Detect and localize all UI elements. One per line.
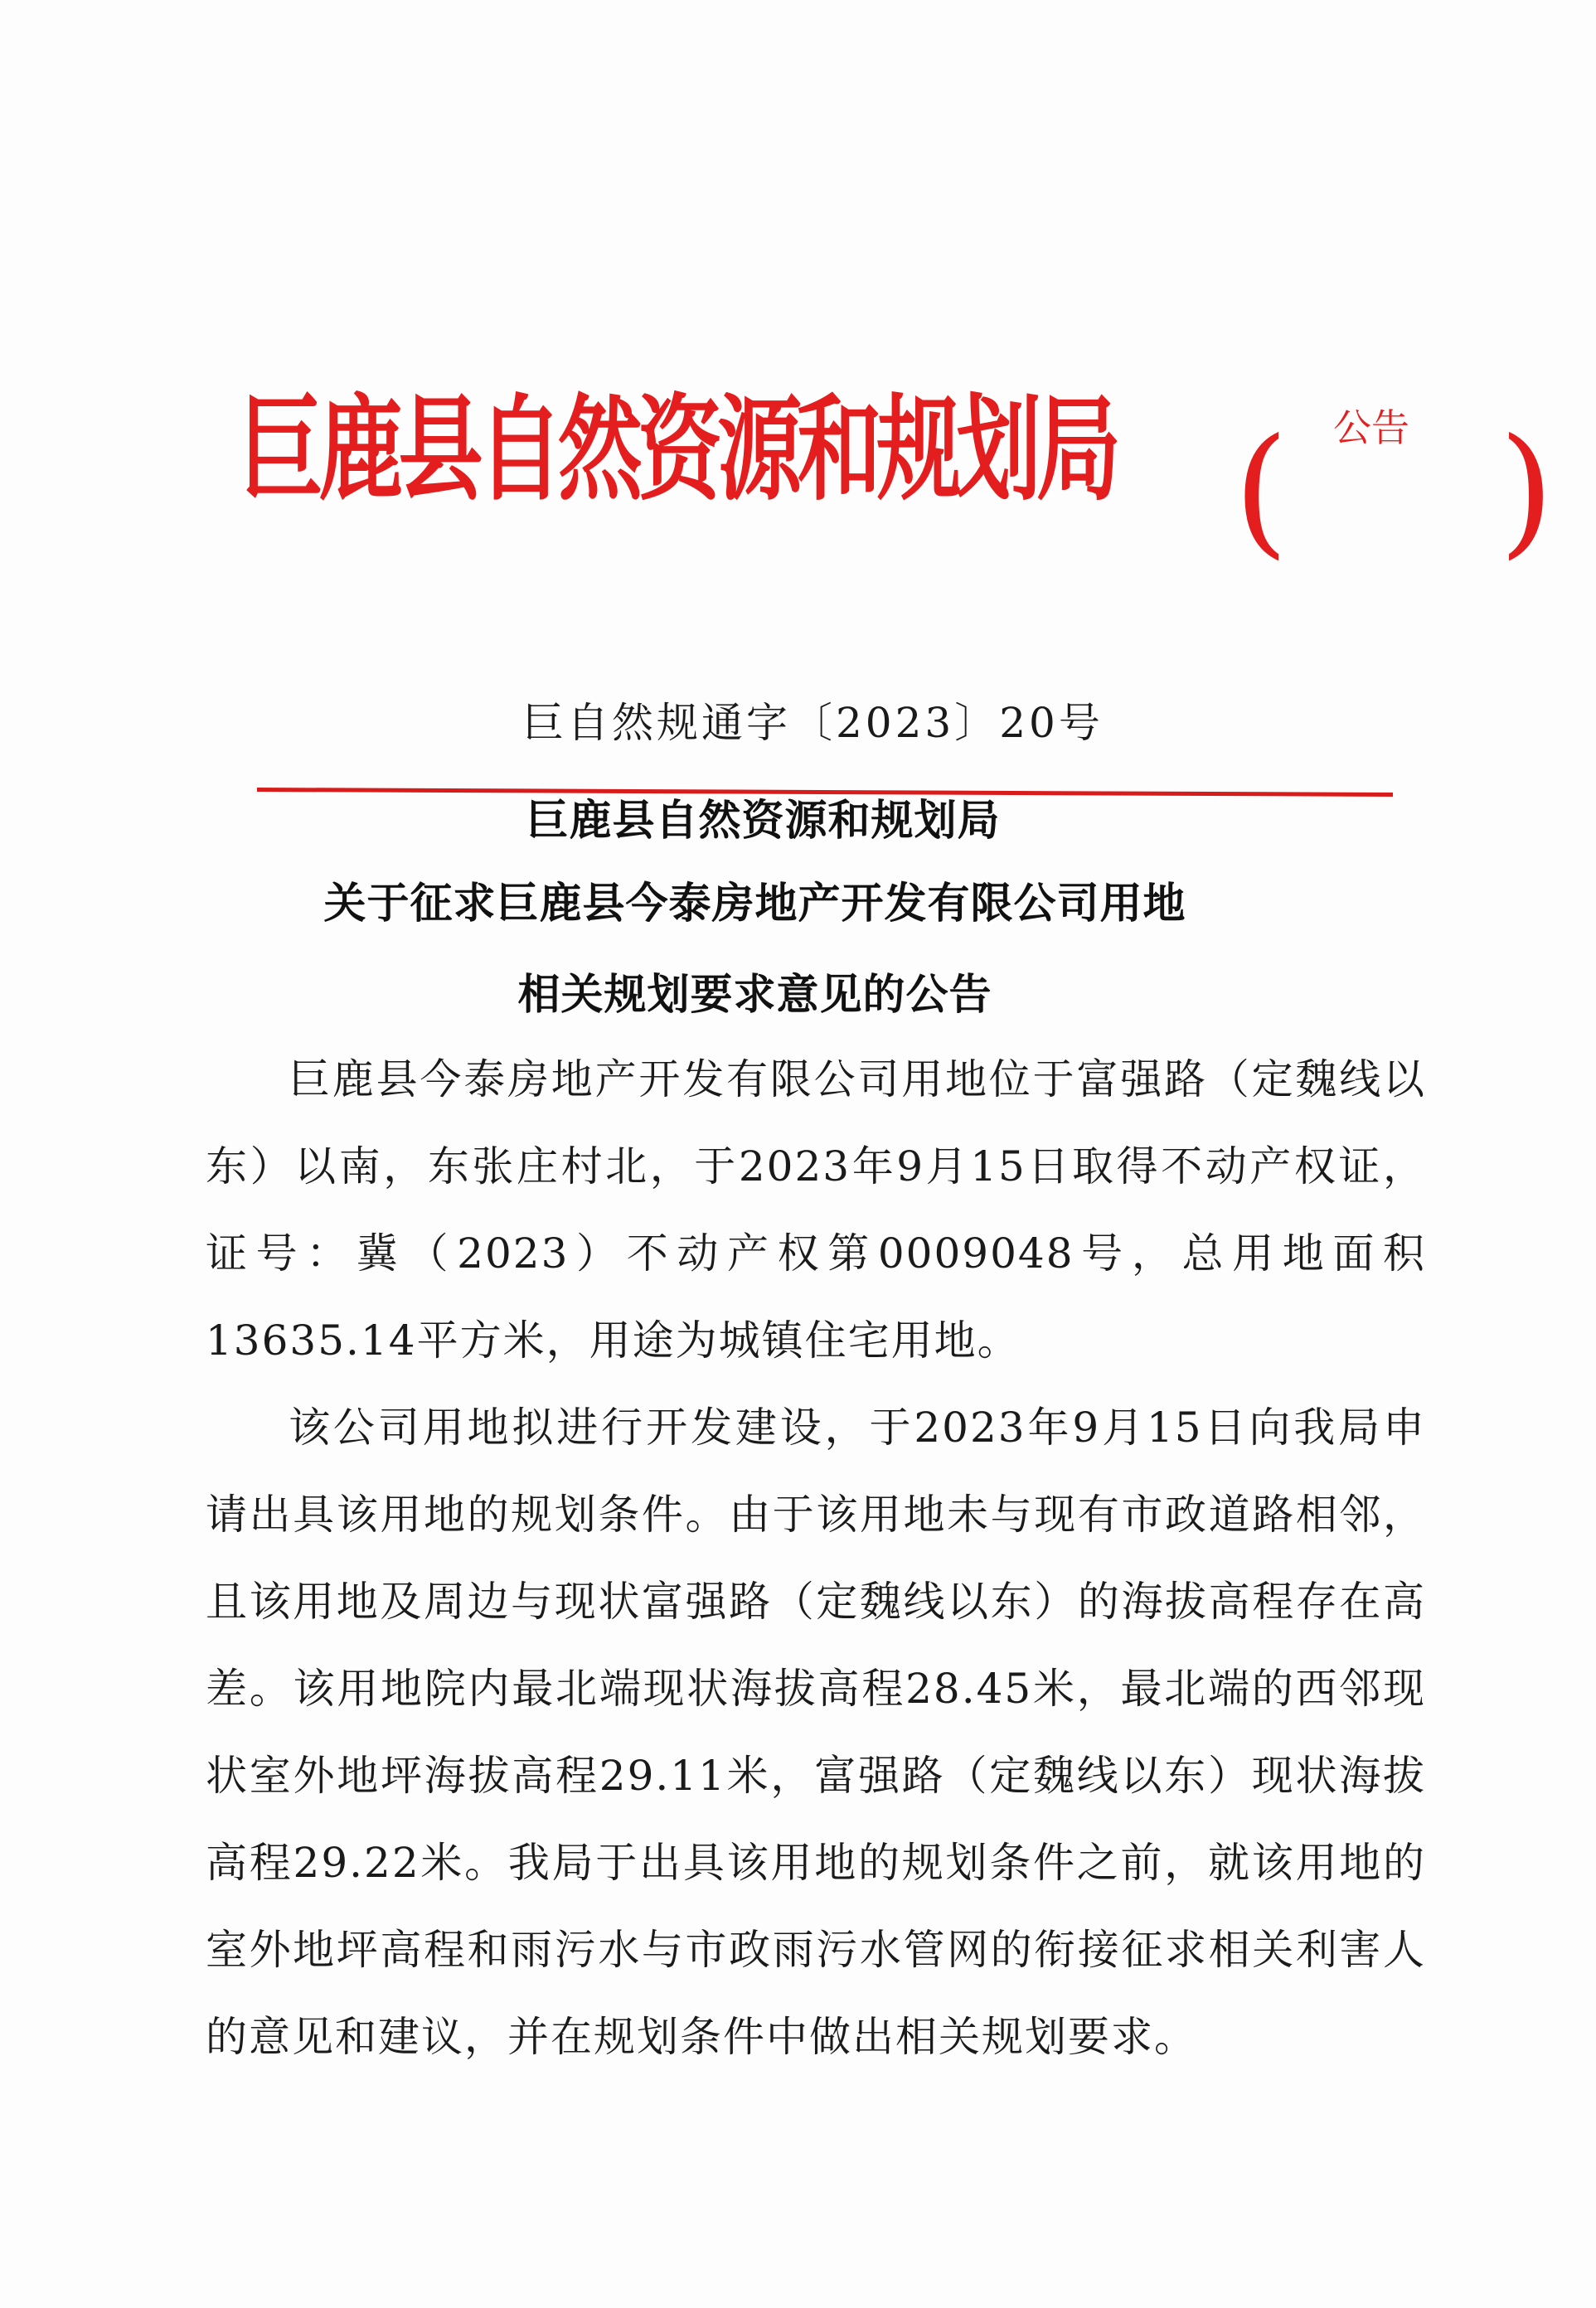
body-paragraph-2: 该公司用地拟进行开发建设，于2023年9月15日向我局申请出具该用地的规划条件。由于该用地未与现有市政道路相邻，且该用地及周边与现状富强路（定魏线以东）的海拔高程存在高差。该用地院内最北端现状海拔高程28.45米，最北端的西邻现状室外地坪海拔高程29.11米，富强路（定魏线以东）现状海拔高程29.22米。我局于出具该用地的规划条件之前，就该用地的室外地坪高程和雨污水与市政雨污水管网的衔接征求相关利害人的意见和建议，并在规划条件中做出相关规划要求。 [206, 1404, 1426, 2061]
notice-body [206, 1036, 1426, 2081]
masthead-paren-open: ( [1234, 409, 1289, 573]
notice-title-line-1: 巨鹿县自然资源和规划局 [526, 797, 1001, 846]
body-paragraph-1: 巨鹿县今泰房地产开发有限公司用地位于富强路（定魏线以东）以南，东张庄村北，于2023年9月15日取得不动产权证，证号：冀（2023）不动产权第0009048号，总用地面积13635.14平方米，用途为城镇住宅用地。 [206, 1055, 1426, 1365]
document-number: 巨自然规通字〔2023〕20号 [522, 699, 1104, 747]
document-kind: 公告 [1333, 405, 1409, 450]
masthead-paren-close: ) [1499, 409, 1555, 573]
notice-title-line-2: 关于征求巨鹿县今泰房地产开发有限公司用地 [323, 880, 1186, 929]
issuer-name: 巨鹿县自然资源和规划局 [239, 381, 1117, 516]
masthead [239, 377, 1555, 573]
notice-title-line-3: 相关规划要求意见的公告 [517, 971, 992, 1020]
